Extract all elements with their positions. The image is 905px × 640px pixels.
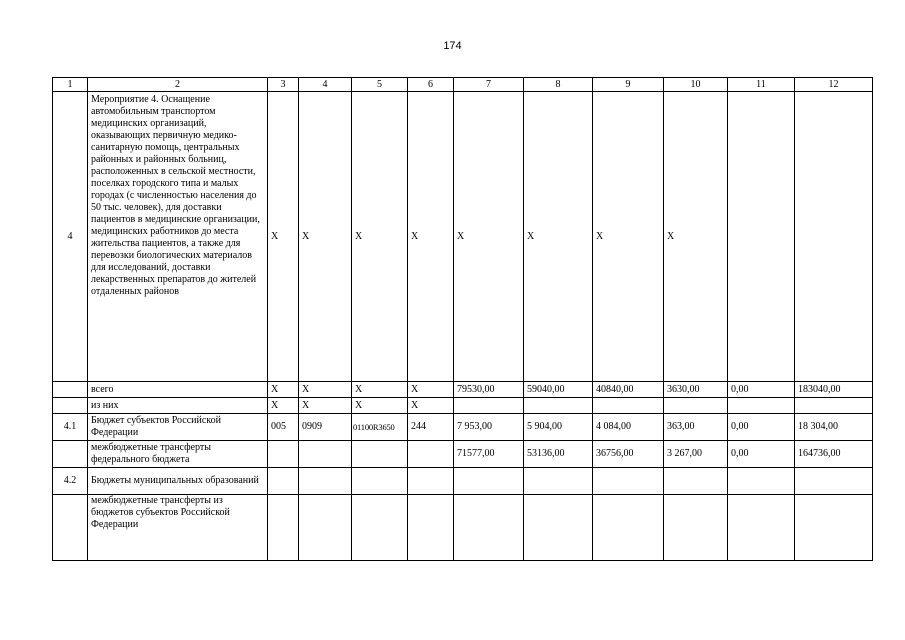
table-cell (795, 468, 873, 495)
table-cell: 01100R3650 (352, 414, 408, 441)
table-cell (299, 441, 352, 468)
table-cell (728, 468, 795, 495)
row-number: 4.2 (53, 468, 88, 495)
table-cell: 53136,00 (524, 441, 593, 468)
column-header: 7 (454, 78, 524, 92)
table-row (53, 92, 873, 382)
table-cell: 18 304,00 (795, 414, 873, 441)
table-cell: X (408, 382, 454, 398)
table-cell: X (454, 92, 524, 382)
table-cell (664, 468, 728, 495)
table-cell: 0,00 (728, 382, 795, 398)
row-name: межбюджетные трансферты федерального бюджета (88, 441, 268, 468)
table-row (53, 414, 873, 441)
header-row (53, 78, 873, 92)
table-cell: 363,00 (664, 414, 728, 441)
table-cell (728, 398, 795, 414)
table-cell: X (352, 398, 408, 414)
row-number (53, 398, 88, 414)
table-cell: X (299, 92, 352, 382)
table-cell (593, 495, 664, 561)
table-cell (524, 398, 593, 414)
table-cell: 0909 (299, 414, 352, 441)
column-header: 1 (53, 78, 88, 92)
table-cell (352, 441, 408, 468)
table-cell: X (408, 92, 454, 382)
table-cell: X (408, 398, 454, 414)
table-cell (268, 495, 299, 561)
table-row (53, 398, 873, 414)
table-row (53, 382, 873, 398)
row-name: всего (88, 382, 268, 398)
table-cell (408, 441, 454, 468)
row-name: из них (88, 398, 268, 414)
page-number: 174 (443, 40, 462, 52)
table-cell (299, 468, 352, 495)
table-cell: X (299, 398, 352, 414)
table-cell: 59040,00 (524, 382, 593, 398)
row-number: 4 (53, 92, 88, 382)
column-header: 4 (299, 78, 352, 92)
table-cell: 0,00 (728, 414, 795, 441)
column-header: 2 (88, 78, 268, 92)
table-row (53, 495, 873, 561)
table-cell: 244 (408, 414, 454, 441)
table-cell: X (524, 92, 593, 382)
table-cell (728, 92, 795, 382)
column-header: 5 (352, 78, 408, 92)
column-header: 8 (524, 78, 593, 92)
table-cell: 4 084,00 (593, 414, 664, 441)
row-name: Бюджет субъектов Российской Федерации (88, 414, 268, 441)
table-row (53, 468, 873, 495)
row-name: межбюджетные трансферты из бюджетов субъектов Российской Федерации (88, 495, 268, 561)
table-cell (795, 92, 873, 382)
table-cell: X (352, 92, 408, 382)
table-cell (728, 495, 795, 561)
budget-table (52, 77, 873, 561)
column-header: 12 (795, 78, 873, 92)
table-cell (593, 398, 664, 414)
table-cell (408, 495, 454, 561)
table-cell: X (352, 382, 408, 398)
table-cell: X (268, 398, 299, 414)
table-cell: 183040,00 (795, 382, 873, 398)
table-cell (795, 495, 873, 561)
table-cell: 71577,00 (454, 441, 524, 468)
table-cell (454, 495, 524, 561)
table-cell: 005 (268, 414, 299, 441)
table-cell: 3 267,00 (664, 441, 728, 468)
row-number: 4.1 (53, 414, 88, 441)
table-cell (408, 468, 454, 495)
table-cell (352, 468, 408, 495)
table-cell: 0,00 (728, 441, 795, 468)
table-cell: 3630,00 (664, 382, 728, 398)
table-cell (664, 398, 728, 414)
table-cell (454, 398, 524, 414)
table-cell (268, 468, 299, 495)
table-cell: X (593, 92, 664, 382)
table-cell: X (664, 92, 728, 382)
table-cell: X (268, 92, 299, 382)
table-cell (352, 495, 408, 561)
table-cell (524, 468, 593, 495)
row-number (53, 441, 88, 468)
table-cell: 79530,00 (454, 382, 524, 398)
table-cell (795, 398, 873, 414)
table-row (53, 441, 873, 468)
table-cell (664, 495, 728, 561)
table-cell: 164736,00 (795, 441, 873, 468)
table-cell (268, 441, 299, 468)
row-name: Мероприятие 4. Оснащение автомобильным транспортом медицинских организаций, оказывающих первичную медико-санитарную помощь, центральных районных и районных больниц, расположенных в сельской местности, поселках городского типа и малых городах (с численностью населения до 50 тыс. человек), для доставки пациентов в медицинские организации, медицинских работников до места жительства пациентов, а также для перевозки биологических материалов для исследований, доставки лекарственных препаратов до жителей отдаленных районов (88, 92, 268, 382)
table-cell (593, 468, 664, 495)
table-cell: 7 953,00 (454, 414, 524, 441)
row-number (53, 382, 88, 398)
table-cell (454, 468, 524, 495)
row-name: Бюджеты муниципальных образований (88, 468, 268, 495)
table-cell: X (268, 382, 299, 398)
table-cell (524, 495, 593, 561)
column-header: 10 (664, 78, 728, 92)
table-cell: 5 904,00 (524, 414, 593, 441)
table-cell: 40840,00 (593, 382, 664, 398)
table-cell (299, 495, 352, 561)
column-header: 11 (728, 78, 795, 92)
column-header: 9 (593, 78, 664, 92)
column-header: 3 (268, 78, 299, 92)
row-number (53, 495, 88, 561)
table-cell: 36756,00 (593, 441, 664, 468)
column-header: 6 (408, 78, 454, 92)
table-cell: X (299, 382, 352, 398)
